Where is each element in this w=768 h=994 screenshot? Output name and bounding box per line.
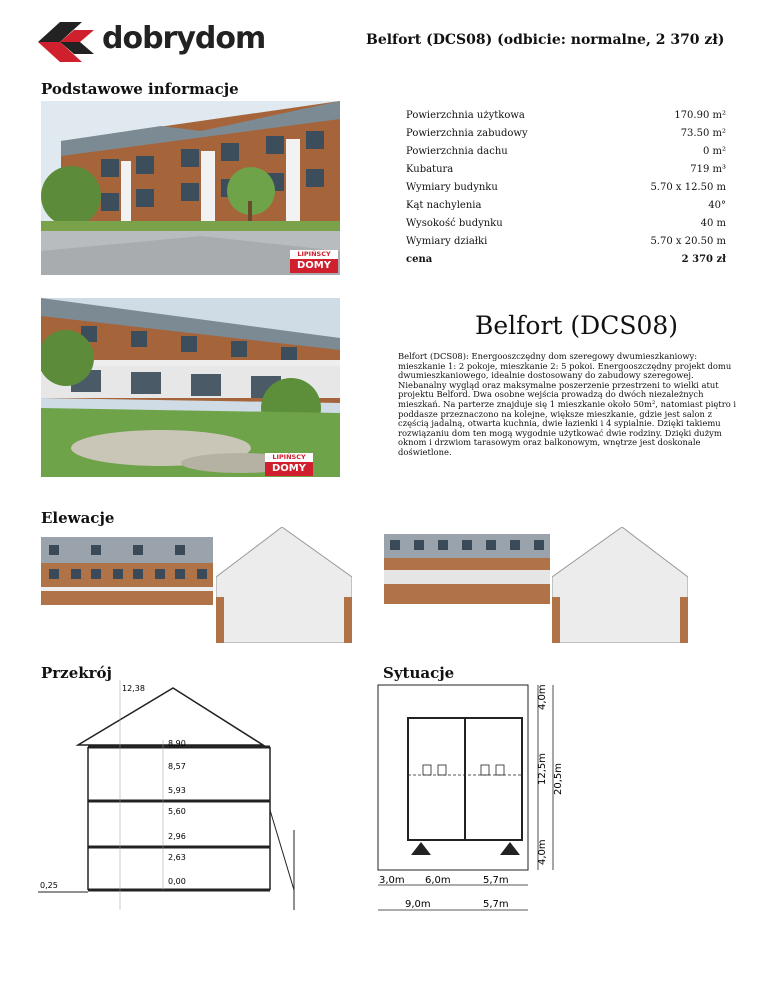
info-row bbox=[406, 143, 726, 161]
info-value: 73.50 m² bbox=[680, 128, 726, 139]
badge-top-text: LIPIŃSCY bbox=[265, 453, 313, 462]
section-title-cross-section: Przekrój bbox=[41, 664, 112, 682]
info-value: 170.90 m² bbox=[674, 110, 726, 121]
price-label: cena bbox=[406, 254, 433, 265]
badge-top-text: LIPIŃSCY bbox=[290, 250, 338, 259]
elevation-side-right bbox=[552, 527, 688, 643]
dim-label: 4,0m bbox=[537, 839, 548, 865]
house-photo-front bbox=[41, 101, 340, 275]
house-photo-garden bbox=[41, 298, 340, 477]
level-label: 0,00 bbox=[168, 877, 186, 886]
level-label: 2,96 bbox=[168, 832, 186, 841]
level-label: 2,63 bbox=[168, 853, 186, 862]
dim-label: 20,5m bbox=[553, 762, 564, 795]
info-row bbox=[406, 125, 726, 143]
dim-label: 4,0m bbox=[537, 684, 548, 710]
dim-label: 5,7m bbox=[483, 875, 509, 886]
section-title-situation: Sytuacje bbox=[383, 664, 455, 682]
cross-section-drawing bbox=[38, 680, 300, 910]
info-value: 40 m bbox=[700, 218, 726, 229]
logo-mark bbox=[38, 22, 94, 62]
info-value: 5.70 x 20.50 m bbox=[650, 236, 726, 247]
info-value: 0 m² bbox=[702, 146, 726, 157]
house-name: Belfort (DCS08) bbox=[475, 311, 679, 340]
info-row bbox=[406, 179, 726, 197]
elevation-back bbox=[384, 530, 550, 604]
info-label: Powierzchnia dachu bbox=[406, 146, 508, 157]
page-title: Belfort (DCS08) (odbicie: normalne, 2 370 zł) bbox=[366, 32, 725, 48]
badge-bottom-text: DOMY bbox=[290, 259, 338, 273]
house-description: Belfort (DCS08): Energooszczędny dom szeregowy dwumieszkaniowy: mieszkanie 1: 2 pokoje, mieszkanie 2: 5 pokoi. Energooszczędny projekt domu dwumieszkaniowego, idealnie dostosowany do zabudowy szeregowej. Niebanalny wygląd oraz maksymalne poszerzenie przestrzeni to wielki atut projektu Belford. Dwa osobne wejścia prowadzą do dwóch niezależnych mieszkań. Na parterze znajduje się 1 mieszkanie około 50m², natomiast piętro i poddasze przeznaczono na kolejne, większe mieszkanie, gdzie jest salon z częścią jadalną, otwarta kuchnia, dwie łazienki i 4 sypialnie. Dzięki takiemu rozwiązaniu dom ten mogą wygodnie użytkować dwie rodziny. Dzięki dużym oknom i drzwiom tarasowym oraz balkonowym, wnętrze jest doskonale doświetlone. bbox=[398, 351, 737, 457]
info-label: Kubatura bbox=[406, 164, 454, 175]
elevation-front bbox=[41, 533, 213, 605]
situation-plan bbox=[375, 680, 565, 930]
dim-label: 9,0m bbox=[405, 899, 431, 910]
section-title-elevations: Elewacje bbox=[41, 509, 115, 527]
dim-label: 5,7m bbox=[483, 899, 509, 910]
info-label: Wysokość budynku bbox=[406, 218, 503, 229]
section-title-basic: Podstawowe informacje bbox=[41, 80, 239, 98]
price-value: 2 370 zł bbox=[681, 254, 726, 265]
brand-name: dobrydom bbox=[102, 21, 266, 56]
info-row bbox=[406, 215, 726, 233]
info-value: 719 m³ bbox=[690, 164, 726, 175]
info-row bbox=[406, 107, 726, 125]
info-row bbox=[406, 233, 726, 251]
info-label: Kąt nachylenia bbox=[406, 200, 482, 211]
level-label: 5,60 bbox=[168, 807, 186, 816]
level-label: 8,90 bbox=[168, 739, 186, 748]
info-label: Powierzchnia zabudowy bbox=[406, 128, 528, 139]
level-label: 8,57 bbox=[168, 762, 186, 771]
badge-bottom-text: DOMY bbox=[265, 462, 313, 476]
lipinscy-domy-badge bbox=[265, 453, 313, 477]
dim-label: 3,0m bbox=[379, 875, 405, 886]
lipinscy-domy-badge bbox=[290, 250, 338, 274]
info-row bbox=[406, 197, 726, 215]
dim-label: 12,5m bbox=[537, 752, 548, 785]
info-value: 5.70 x 12.50 m bbox=[650, 182, 726, 193]
level-label: 12,38 bbox=[122, 684, 145, 693]
elevation-side bbox=[216, 527, 352, 643]
info-row bbox=[406, 161, 726, 179]
level-label: 5,93 bbox=[168, 786, 186, 795]
level-label: 0,25 bbox=[40, 881, 58, 890]
info-label: Wymiary budynku bbox=[406, 182, 498, 193]
info-table bbox=[406, 107, 726, 269]
info-label: Powierzchnia użytkowa bbox=[406, 110, 525, 121]
dim-label: 6,0m bbox=[425, 875, 451, 886]
price-row bbox=[406, 251, 726, 269]
info-label: Wymiary działki bbox=[406, 236, 488, 247]
info-value: 40° bbox=[708, 200, 726, 211]
